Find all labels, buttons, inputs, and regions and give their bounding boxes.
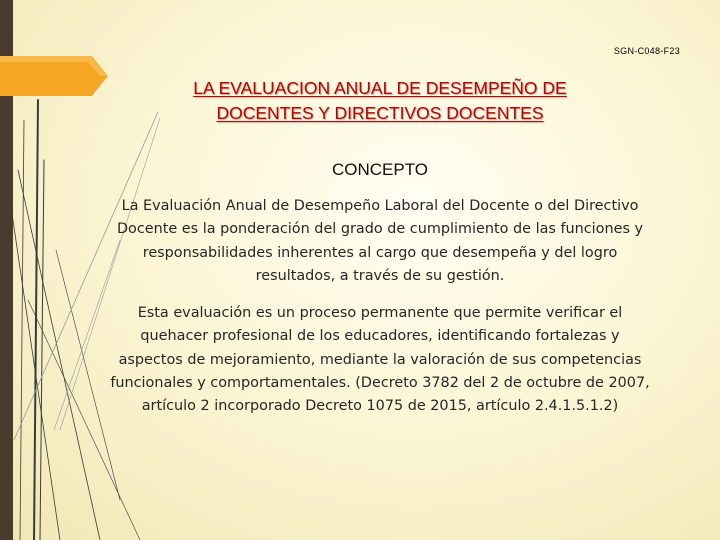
concept-heading: CONCEPTO — [331, 160, 429, 179]
document-code: SGN-C048-F23 — [613, 46, 680, 56]
definition-paragraph: La Evaluación Anual de Desempeño Laboral del Docente o del Directivo Docente es la ponderación del grado de cumplimiento de las funciones y responsabilidades inherentes al cargo que desempeña y del logro resultados, a través de su gestión. — [116, 198, 644, 284]
slide-title — [120, 76, 640, 126]
title-line-2: DOCENTES Y DIRECTIVOS DOCENTES — [216, 103, 544, 123]
process-paragraph: Esta evaluación es un proceso permanente que permite verificar el quehacer profesional de los educadores, identificando fortalezas y aspectos de mejoramiento, mediante la valoración de sus competencias funcionales y comportamentales. (Decreto 3782 del 2 de octubre de 2007, artículo 2 incorporado Decreto 1075 de 2015, artículo 2.4.1.5.1.2) — [110, 305, 650, 415]
title-line-1: LA EVALUACION ANUAL DE DESEMPEÑO DE — [193, 78, 567, 98]
